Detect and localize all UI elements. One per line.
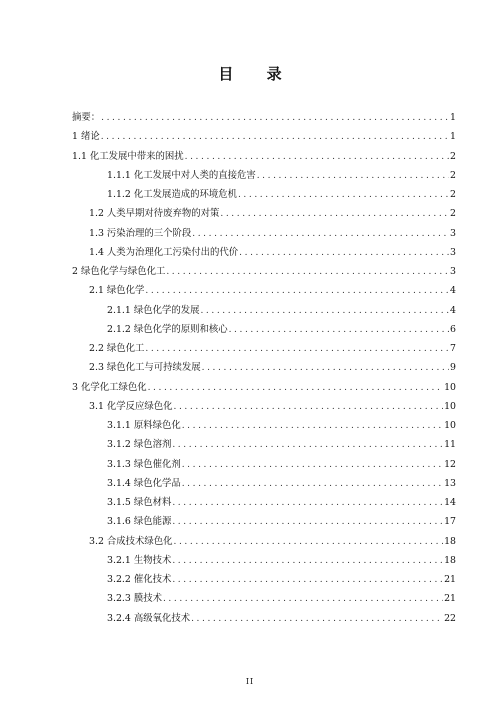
toc-entry-title: 1.3 污染治理的三个阶段 xyxy=(89,227,192,239)
toc-entry[interactable] xyxy=(107,510,456,528)
toc-entry[interactable] xyxy=(72,376,456,394)
toc-leader-dots xyxy=(166,266,449,278)
toc-entry-title: 3.2.1 生物技术 xyxy=(107,554,172,566)
toc-leader-dots xyxy=(182,420,443,432)
toc-entry-page: 10 xyxy=(444,400,456,412)
toc-entry[interactable] xyxy=(72,260,456,278)
toc-entry[interactable] xyxy=(72,106,456,124)
toc-leader-dots xyxy=(239,247,449,259)
toc-leader-dots xyxy=(202,362,449,374)
toc-entry[interactable] xyxy=(72,145,456,163)
toc-entry[interactable] xyxy=(107,299,456,317)
toc-entry[interactable] xyxy=(107,491,456,509)
toc-entry[interactable] xyxy=(107,568,456,586)
toc-entry-title: 1 绪论 xyxy=(72,131,100,143)
toc-leader-dots xyxy=(172,516,443,528)
toc-entry-page: 2 xyxy=(450,189,456,200)
toc-entry-title: 1.1 化工发展中带来的困扰 xyxy=(72,150,184,162)
toc-entry-title: 2.1 绿色化学 xyxy=(89,285,145,297)
toc-entry-page: 2 xyxy=(450,208,456,220)
toc-entry-title: 3.1.2 绿色溶剂 xyxy=(107,439,172,451)
toc-entry-page: 4 xyxy=(450,285,456,297)
toc-entry-page: 9 xyxy=(450,362,456,374)
toc-entry[interactable] xyxy=(107,549,456,567)
toc-entry-page: 3 xyxy=(450,227,456,239)
toc-entry-page: 3 xyxy=(450,246,456,258)
toc-entry-title: 2.3 绿色化工与可持续发展 xyxy=(89,362,201,374)
toc-entry-page: 17 xyxy=(444,516,456,528)
toc-entry-title: 1.4 人类为治理化工污染付出的代价 xyxy=(89,246,239,258)
toc-entry[interactable] xyxy=(89,279,456,297)
toc-entry-page: 21 xyxy=(444,574,456,585)
toc-entry-title: 摘要： xyxy=(72,112,101,123)
toc-leader-dots xyxy=(174,401,444,413)
page-title: 目 录 xyxy=(218,65,296,83)
toc-entry-page: 3 xyxy=(450,266,456,277)
toc-leader-dots xyxy=(191,613,443,625)
toc-entry-page: 2 xyxy=(450,150,456,162)
toc-entry-page: 18 xyxy=(444,535,456,547)
toc-entry-title: 2.1.2 绿色化学的原则和核心 xyxy=(107,323,228,335)
toc-entry-page: 2 xyxy=(450,169,456,181)
toc-entry-page: 10 xyxy=(444,420,456,431)
toc-entry-title: 1.2 人类早期对待废弃物的对策 xyxy=(89,208,220,220)
toc-entry-page: 4 xyxy=(450,304,456,316)
toc-entry-page: 7 xyxy=(450,343,456,354)
toc-leader-dots xyxy=(174,536,444,548)
toc-entry-page: 21 xyxy=(444,593,456,605)
toc-entry-page: 22 xyxy=(444,612,456,624)
toc-leader-dots xyxy=(163,593,443,605)
toc-entry-title: 3.2 合成技术绿色化 xyxy=(89,535,173,547)
toc-entry-title: 2.2 绿色化工 xyxy=(89,343,145,354)
toc-entry[interactable] xyxy=(89,530,456,548)
toc-entry-title: 1.1.1 化工发展中对人类的直接危害 xyxy=(107,169,256,181)
toc-leader-dots xyxy=(172,555,443,567)
toc-leader-dots xyxy=(220,208,449,220)
toc-entry[interactable] xyxy=(89,395,456,413)
toc-entry-title: 2 绿色化学与绿色化工 xyxy=(72,266,166,277)
toc-entry-title: 2.1.1 绿色化学的发展 xyxy=(107,304,200,316)
toc-entry[interactable] xyxy=(107,414,456,432)
toc-entry-page: 14 xyxy=(444,497,456,508)
toc-entry[interactable] xyxy=(107,472,456,490)
toc-entry[interactable] xyxy=(107,607,456,625)
toc-entry[interactable] xyxy=(107,318,456,336)
toc-leader-dots xyxy=(182,478,443,490)
toc-entry-page: 1 xyxy=(450,112,456,123)
toc-entry[interactable] xyxy=(107,433,456,451)
toc-leader-dots xyxy=(101,131,449,143)
toc-leader-dots xyxy=(257,170,449,182)
toc-entry-title: 3.2.4 高级氧化技术 xyxy=(107,612,191,624)
toc-leader-dots xyxy=(148,382,443,394)
toc-leader-dots xyxy=(101,112,449,124)
toc-entry-page: 12 xyxy=(444,458,456,470)
toc-leader-dots xyxy=(172,574,443,586)
toc-leader-dots xyxy=(172,439,443,451)
toc-entry-title: 1.1.2 化工发展造成的环境危机 xyxy=(107,189,237,200)
toc-entry-title: 3.1 化学反应绿色化 xyxy=(89,400,173,412)
toc-leader-dots xyxy=(192,228,449,240)
toc-entry[interactable] xyxy=(89,222,456,240)
toc-entry-title: 3.2.3 膜技术 xyxy=(107,593,162,605)
toc-entry-title: 3.1.6 绿色能源 xyxy=(107,516,172,528)
toc-leader-dots xyxy=(145,343,449,355)
toc-leader-dots xyxy=(182,459,443,471)
toc-entry-page: 1 xyxy=(450,131,456,143)
toc-leader-dots xyxy=(238,189,449,201)
toc-entry[interactable] xyxy=(89,241,456,259)
toc-entry-title: 3.1.5 绿色材料 xyxy=(107,497,172,508)
toc-entry[interactable] xyxy=(89,356,456,374)
toc-entry-page: 11 xyxy=(444,439,456,451)
toc-entry-title: 3 化学化工绿色化 xyxy=(72,381,147,393)
toc-entry-title: 3.1.4 绿色化学品 xyxy=(107,477,181,489)
toc-leader-dots xyxy=(229,324,449,336)
toc-entry-title: 3.1.1 原料绿色化 xyxy=(107,420,181,431)
toc-leader-dots xyxy=(185,151,449,163)
toc-entry[interactable] xyxy=(89,202,456,220)
toc-entry[interactable] xyxy=(72,125,456,143)
toc-entry[interactable] xyxy=(89,337,456,355)
toc-leader-dots xyxy=(172,497,443,509)
page-number: II xyxy=(245,677,255,686)
toc-entry-title: 3.1.3 绿色催化剂 xyxy=(107,458,181,470)
toc-entry-page: 13 xyxy=(444,477,456,489)
toc-entry[interactable] xyxy=(107,164,456,182)
toc-entry-page: 18 xyxy=(444,554,456,566)
toc-leader-dots xyxy=(145,285,449,297)
toc-leader-dots xyxy=(200,305,449,317)
toc-entry-page: 6 xyxy=(450,323,456,335)
toc-entry-title: 3.2.2 催化技术 xyxy=(107,574,172,585)
toc-entry-page: 10 xyxy=(444,381,456,393)
toc-entry[interactable] xyxy=(107,587,456,605)
toc-entry[interactable] xyxy=(107,183,456,201)
toc-entry[interactable] xyxy=(107,453,456,471)
